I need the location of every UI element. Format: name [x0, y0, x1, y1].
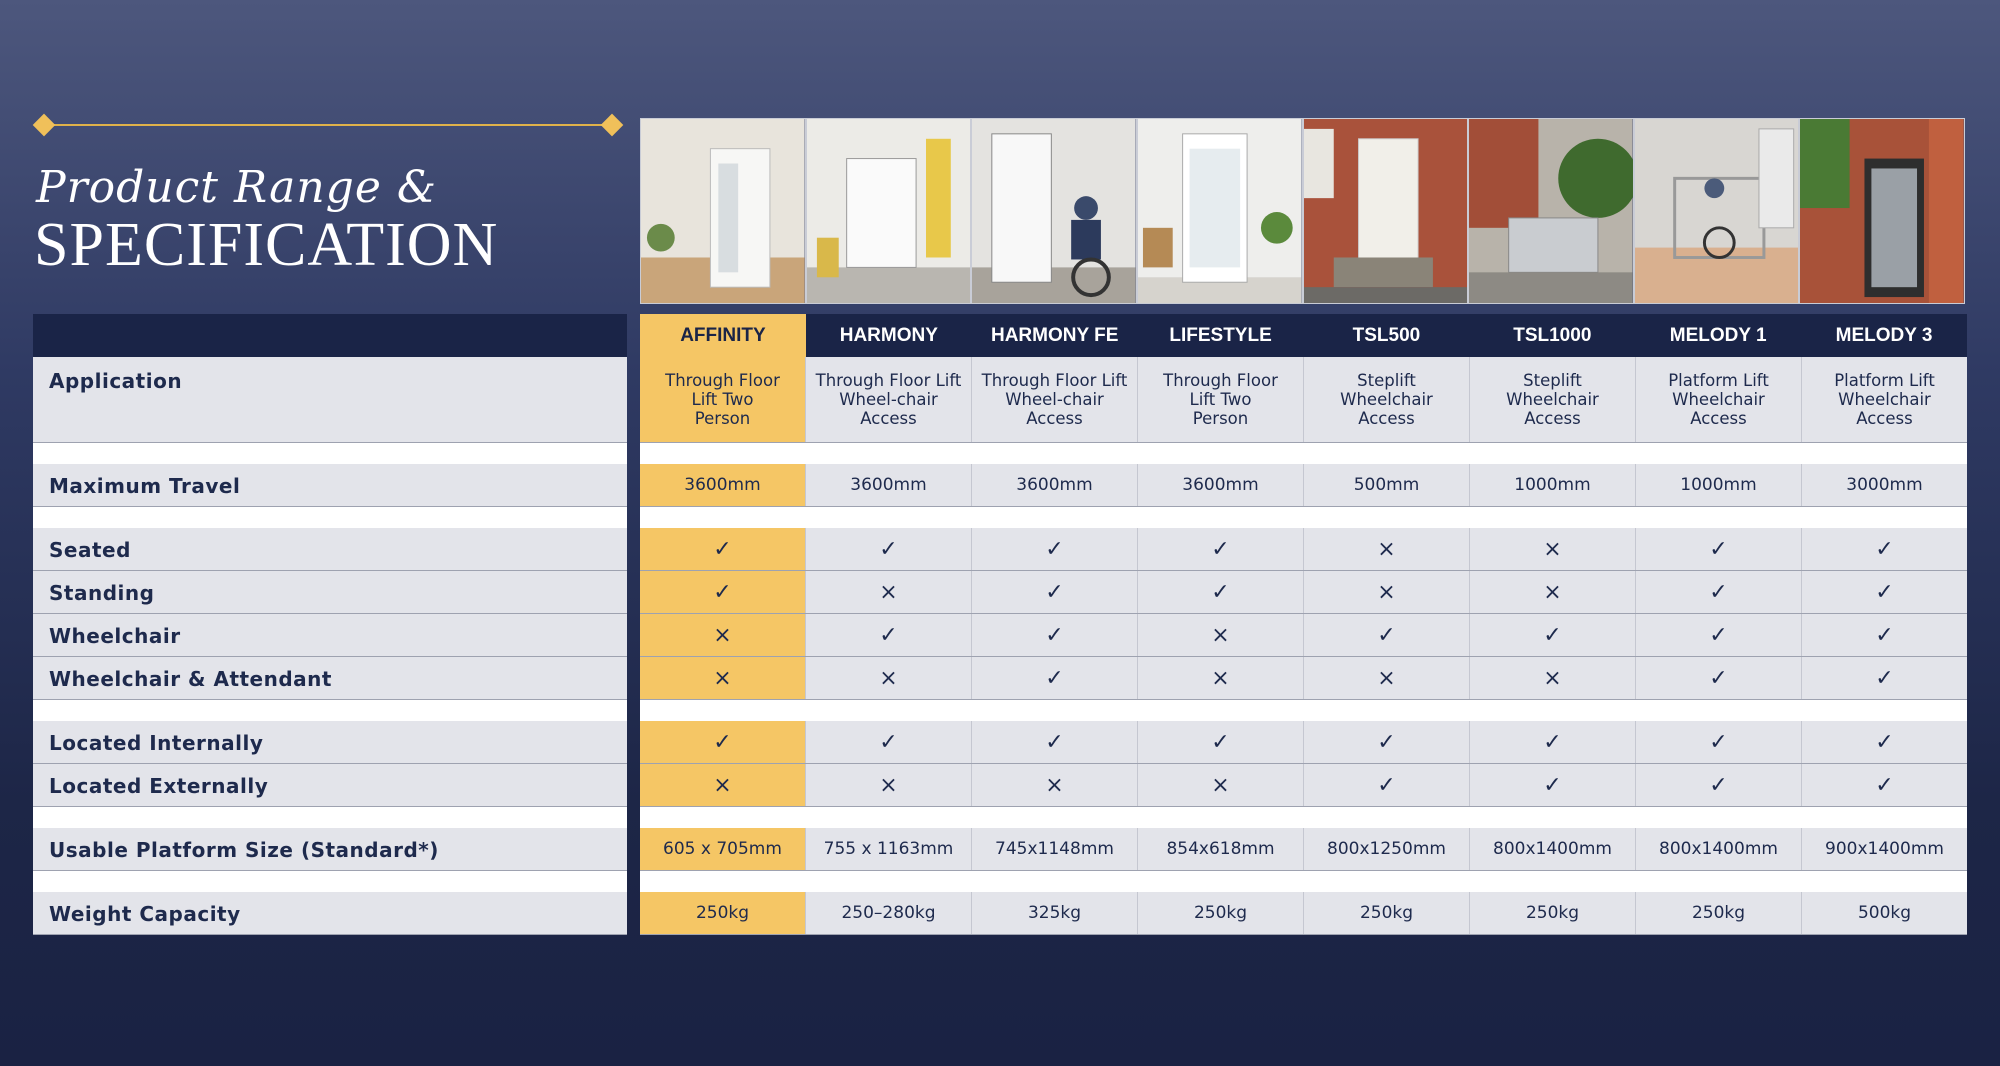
- product-photos: [640, 118, 1965, 304]
- check-mark-icon: ✓: [640, 528, 806, 570]
- diamond-left-icon: [33, 114, 56, 137]
- tsl1000-photo-icon: [1468, 118, 1634, 304]
- product-header-affinity: AFFINITY: [640, 314, 806, 357]
- table-cell: 800x1250mm: [1304, 828, 1470, 870]
- cross-mark-icon: ×: [972, 764, 1138, 806]
- check-mark-icon: ✓: [972, 528, 1138, 570]
- row-maximum-travel: [640, 464, 1967, 507]
- spec-table: [640, 314, 1967, 935]
- label-seated: Seated: [33, 528, 627, 571]
- check-mark-icon: ✓: [1636, 657, 1802, 699]
- check-mark-icon: ✓: [806, 528, 972, 570]
- cross-mark-icon: ×: [806, 571, 972, 613]
- table-cell: 1000mm: [1636, 464, 1802, 506]
- row-spacer: [640, 443, 1967, 464]
- row-spacer: [640, 700, 1967, 721]
- row-spacer: [33, 700, 627, 721]
- row-located-externally: [640, 764, 1967, 807]
- cross-mark-icon: ×: [1304, 528, 1470, 570]
- table-cell: 250kg: [1636, 892, 1802, 934]
- table-cell: 3000mm: [1846, 475, 1923, 495]
- check-mark-icon: ✓: [1636, 614, 1802, 656]
- product-header-harmony-fe: HARMONY FE: [990, 324, 1119, 346]
- check-mark-icon: ✓: [640, 721, 806, 763]
- cross-mark-icon: ×: [640, 657, 806, 699]
- table-cell: 250kg: [1304, 892, 1470, 934]
- check-mark-icon: ✓: [1875, 665, 1894, 691]
- row-spacer: [640, 871, 1967, 892]
- table-cell: 900x1400mm: [1825, 839, 1944, 859]
- table-cell: Through Floor Lift Wheel-chair Access: [972, 357, 1138, 442]
- row-platform-size: [640, 828, 1967, 871]
- check-mark-icon: ✓: [806, 614, 972, 656]
- cross-mark-icon: ×: [1138, 657, 1304, 699]
- table-cell: Through Floor Lift Two Person: [1138, 357, 1304, 442]
- table-cell: 745x1148mm: [972, 828, 1138, 870]
- header-gold-rule: [42, 124, 612, 126]
- product-header-melody3: MELODY 3: [1835, 324, 1933, 346]
- cross-mark-icon: ×: [806, 764, 972, 806]
- row-spacer: [33, 871, 627, 892]
- cross-mark-icon: ×: [806, 657, 972, 699]
- cross-mark-icon: ×: [1470, 657, 1636, 699]
- table-cell: Steplift Wheelchair Access: [1470, 357, 1636, 442]
- check-mark-icon: ✓: [1304, 764, 1470, 806]
- affinity-photo-icon: [640, 118, 806, 304]
- check-mark-icon: ✓: [1875, 579, 1894, 605]
- check-mark-icon: ✓: [1138, 528, 1304, 570]
- table-cell: Through Floor Lift Wheel-chair Access: [806, 357, 972, 442]
- check-mark-icon: ✓: [972, 657, 1138, 699]
- row-spacer: [33, 507, 627, 528]
- table-cell: 325kg: [972, 892, 1138, 934]
- cross-mark-icon: ×: [1470, 528, 1636, 570]
- melody3-photo-icon: [1799, 118, 1965, 304]
- page-subtitle: Product Range &: [36, 162, 438, 213]
- check-mark-icon: ✓: [1636, 571, 1802, 613]
- row-seated: [640, 528, 1967, 571]
- cross-mark-icon: ×: [640, 764, 806, 806]
- check-mark-icon: ✓: [640, 571, 806, 613]
- row-spacer: [640, 507, 1967, 528]
- check-mark-icon: ✓: [1138, 571, 1304, 613]
- cross-mark-icon: ×: [1304, 571, 1470, 613]
- product-header-tsl1000: TSL1000: [1513, 324, 1592, 346]
- diamond-right-icon: [601, 114, 624, 137]
- label-application: Application: [33, 357, 627, 443]
- product-header-tsl500: TSL500: [1352, 324, 1421, 346]
- check-mark-icon: ✓: [1470, 721, 1636, 763]
- table-cell: 250kg: [1470, 892, 1636, 934]
- row-spacer: [33, 807, 627, 828]
- table-cell: 250kg: [1138, 892, 1304, 934]
- table-cell: 605 x 705mm: [640, 828, 806, 870]
- table-cell: 854x618mm: [1138, 828, 1304, 870]
- cross-mark-icon: ×: [1138, 614, 1304, 656]
- table-cell: Steplift Wheelchair Access: [1304, 357, 1470, 442]
- table-cell: 250kg: [640, 892, 806, 934]
- row-wheelchair-attendant: [640, 657, 1967, 700]
- melody1-photo-icon: [1634, 118, 1800, 304]
- cross-mark-icon: ×: [1470, 571, 1636, 613]
- check-mark-icon: ✓: [972, 571, 1138, 613]
- product-header-melody1: MELODY 1: [1669, 324, 1767, 346]
- cross-mark-icon: ×: [640, 614, 806, 656]
- product-header-lifestyle: LIFESTYLE: [1169, 324, 1272, 346]
- table-cell: Through Floor Lift Two Person: [640, 357, 806, 442]
- row-located-internally: [640, 721, 1967, 764]
- check-mark-icon: ✓: [972, 614, 1138, 656]
- table-cell: 3600mm: [806, 464, 972, 506]
- row-spacer: [33, 443, 627, 464]
- table-cell: 3600mm: [1138, 464, 1304, 506]
- row-spacer: [640, 807, 1967, 828]
- check-mark-icon: ✓: [972, 721, 1138, 763]
- table-cell: Platform Lift Wheelchair Access: [1834, 371, 1935, 428]
- check-mark-icon: ✓: [1875, 772, 1894, 798]
- product-header-harmony: HARMONY: [839, 324, 938, 346]
- check-mark-icon: ✓: [1875, 729, 1894, 755]
- table-cell: 3600mm: [972, 464, 1138, 506]
- check-mark-icon: ✓: [1304, 614, 1470, 656]
- table-cell: 250–280kg: [806, 892, 972, 934]
- table-cell: Platform Lift Wheelchair Access: [1636, 357, 1802, 442]
- row-weight-capacity: [640, 892, 1967, 935]
- product-header-row: [640, 314, 1967, 357]
- label-platform-size: Usable Platform Size (Standard*): [33, 828, 627, 871]
- check-mark-icon: ✓: [1470, 614, 1636, 656]
- row-wheelchair: [640, 614, 1967, 657]
- tsl500-photo-icon: [1303, 118, 1469, 304]
- label-located-internally: Located Internally: [33, 721, 627, 764]
- label-weight-capacity: Weight Capacity: [33, 892, 627, 935]
- table-cell: 800x1400mm: [1636, 828, 1802, 870]
- spec-labels-column: [33, 314, 627, 935]
- label-wheelchair: Wheelchair: [33, 614, 627, 657]
- cross-mark-icon: ×: [1304, 657, 1470, 699]
- row-application: [640, 357, 1967, 443]
- page-title: SPECIFICATION: [34, 211, 499, 279]
- table-cell: 800x1400mm: [1470, 828, 1636, 870]
- check-mark-icon: ✓: [1875, 536, 1894, 562]
- check-mark-icon: ✓: [1470, 764, 1636, 806]
- labels-header: [33, 314, 627, 357]
- check-mark-icon: ✓: [1875, 622, 1894, 648]
- check-mark-icon: ✓: [1304, 721, 1470, 763]
- harmony-fe-photo-icon: [971, 118, 1137, 304]
- table-cell: 500kg: [1857, 903, 1912, 923]
- table-cell: 1000mm: [1470, 464, 1636, 506]
- lifestyle-photo-icon: [1137, 118, 1303, 304]
- label-located-externally: Located Externally: [33, 764, 627, 807]
- check-mark-icon: ✓: [1636, 764, 1802, 806]
- harmony-photo-icon: [806, 118, 972, 304]
- label-wheelchair-attendant: Wheelchair & Attendant: [33, 657, 627, 700]
- label-standing: Standing: [33, 571, 627, 614]
- check-mark-icon: ✓: [1636, 721, 1802, 763]
- table-cell: 755 x 1163mm: [806, 828, 972, 870]
- check-mark-icon: ✓: [1138, 721, 1304, 763]
- table-cell: 500mm: [1304, 464, 1470, 506]
- table-cell: 3600mm: [640, 464, 806, 506]
- label-maximum-travel: Maximum Travel: [33, 464, 627, 507]
- cross-mark-icon: ×: [1138, 764, 1304, 806]
- check-mark-icon: ✓: [806, 721, 972, 763]
- check-mark-icon: ✓: [1636, 528, 1802, 570]
- row-standing: [640, 571, 1967, 614]
